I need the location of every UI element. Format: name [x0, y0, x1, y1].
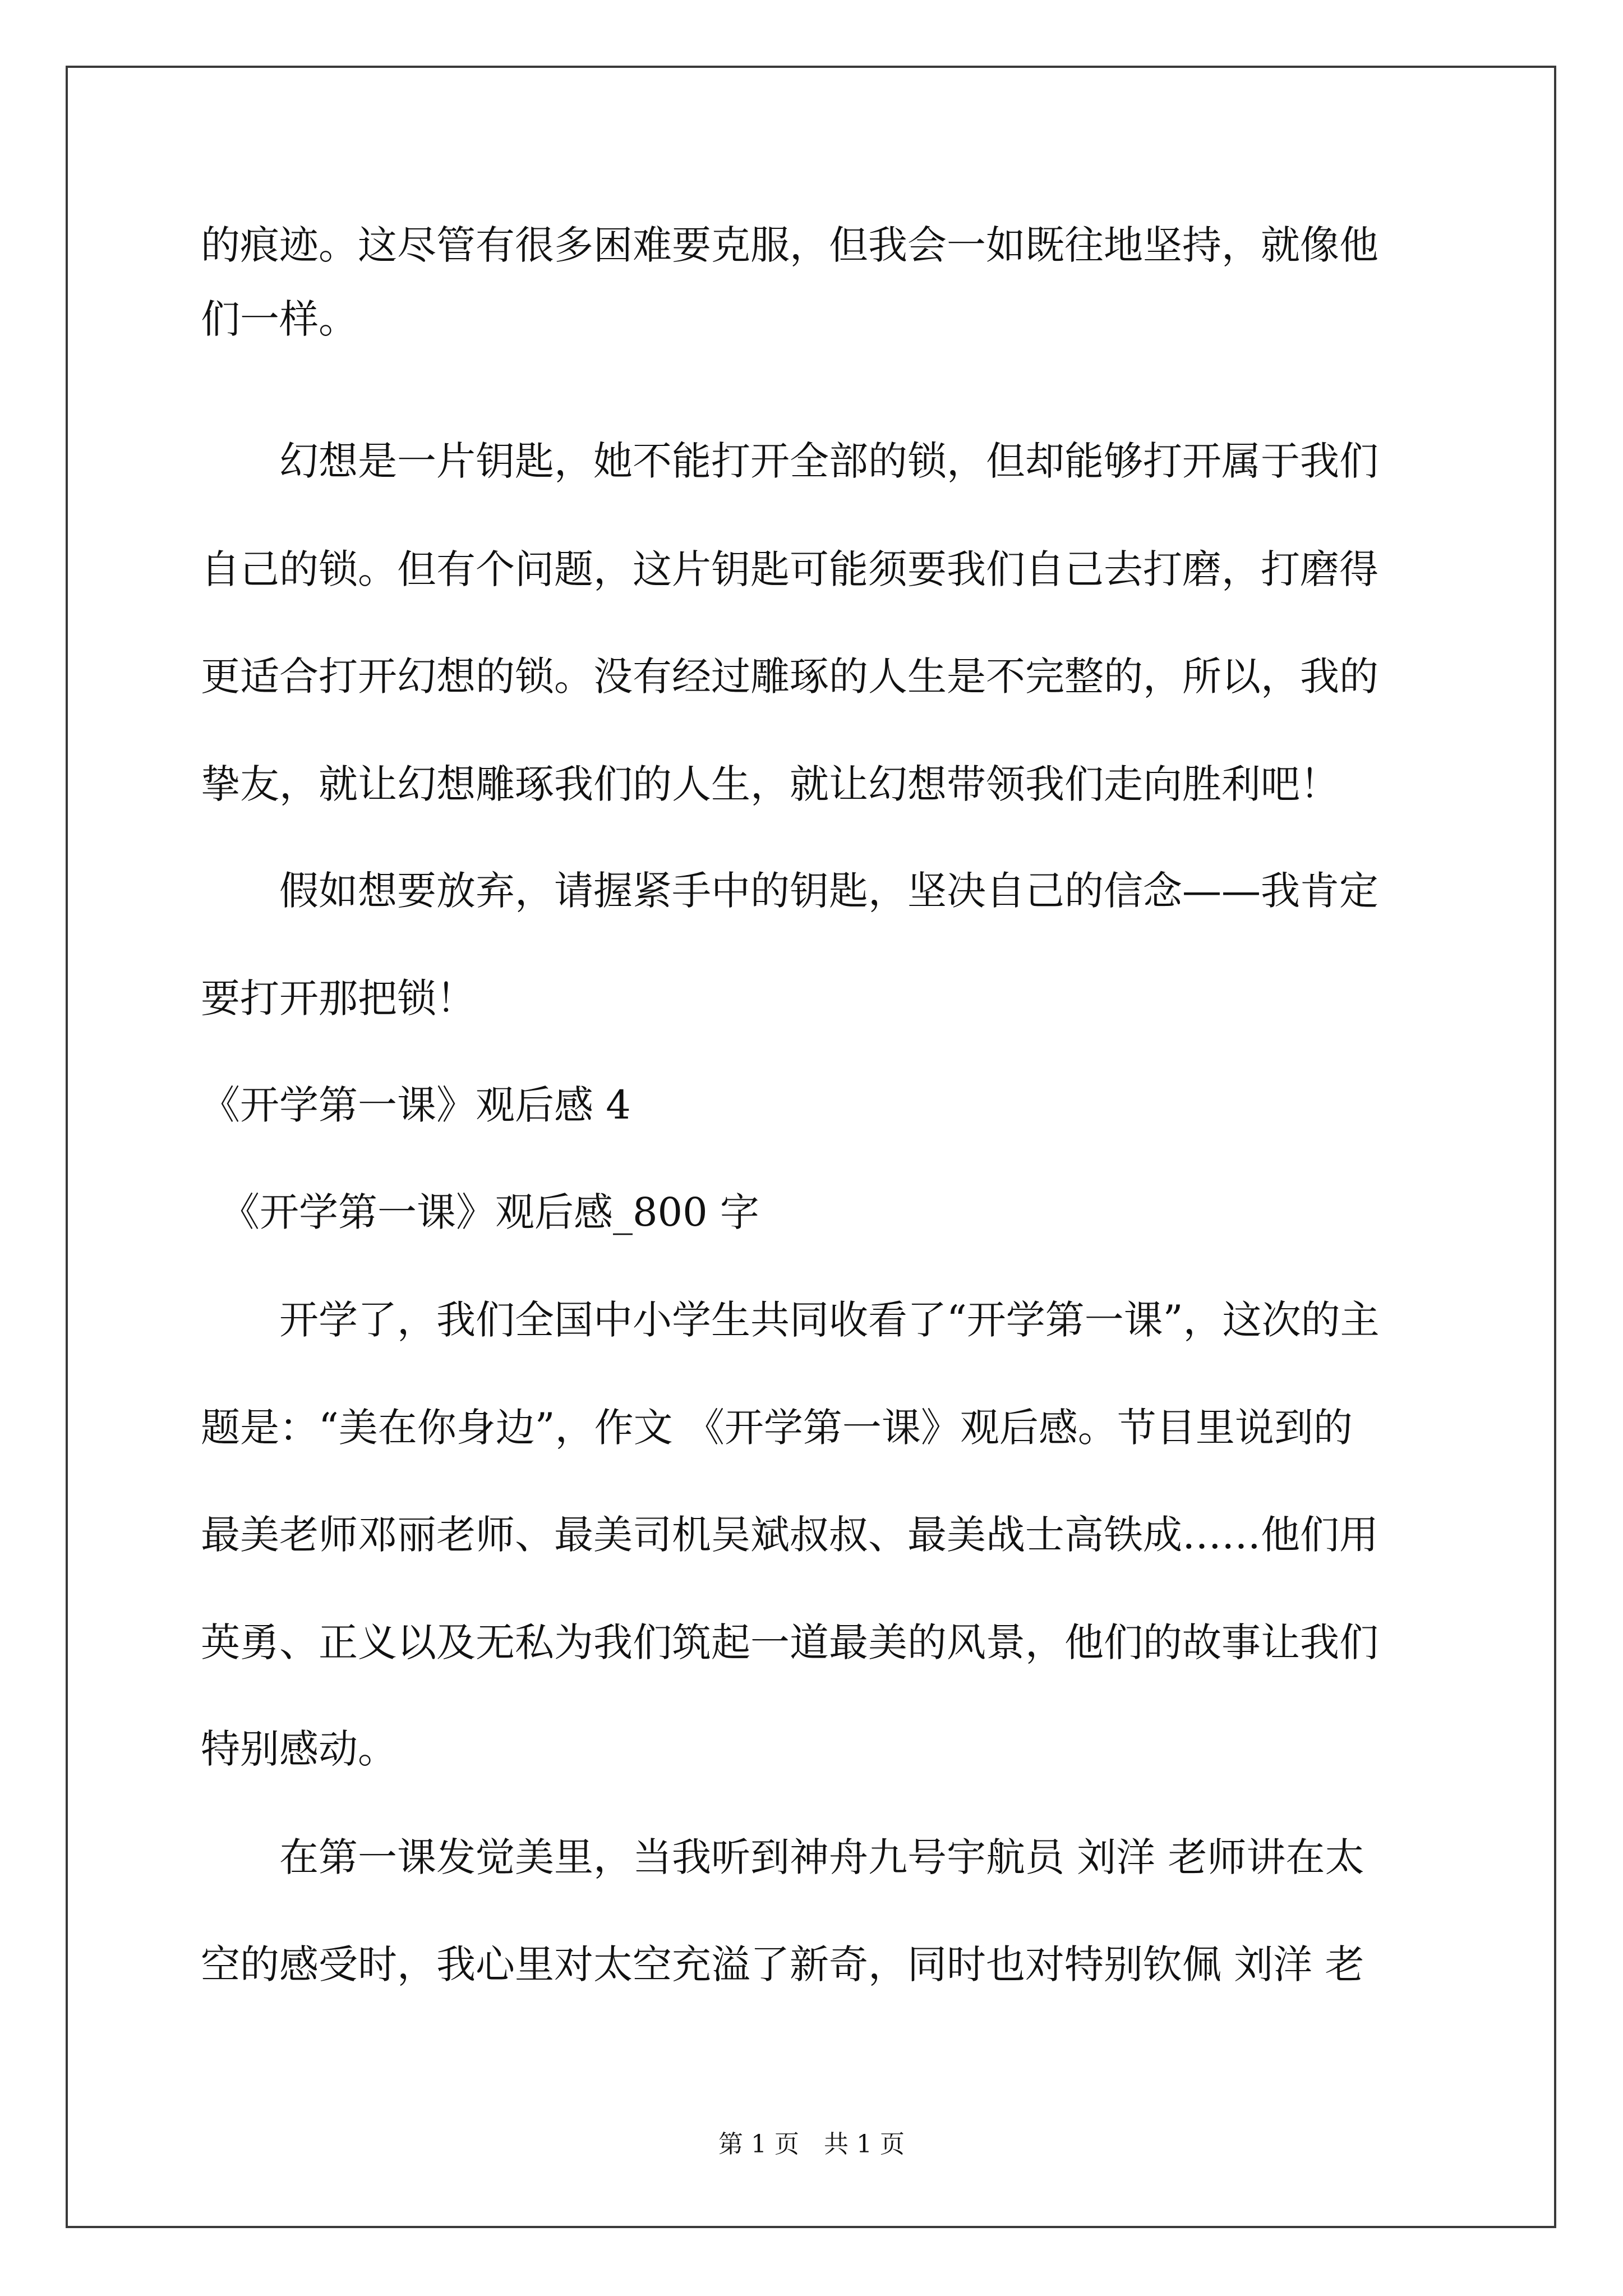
- text-line: 要打开那把锁！: [201, 976, 476, 1022]
- text-line: 开学了，我们全国中小学生共同收看了“开学第一课”，这次的主: [201, 1297, 1380, 1343]
- text-line: 幻想是一片钥匙，她不能打开全部的锁，但却能够打开属于我们: [201, 438, 1378, 484]
- text-line: 更适合打开幻想的锁。没有经过雕琢的人生是不完整的，所以，我的: [201, 654, 1378, 700]
- section-subheading: 《开学第一课》观后感_800 字: [201, 1189, 759, 1235]
- page-border: [66, 66, 1556, 2228]
- text-line: 最美老师邓丽老师、最美司机吴斌叔叔、最美战士高铁成……他们用: [201, 1512, 1378, 1558]
- text-line: 英勇、正义以及无私为我们筑起一道最美的风景，他们的故事让我们: [201, 1619, 1378, 1665]
- text-line: 假如想要放弃，请握紧手中的钥匙，坚决自己的信念——我肯定: [201, 868, 1378, 914]
- text-line: 的痕迹。这尽管有很多困难要克服，但我会一如既往地坚持，就像他: [201, 222, 1378, 268]
- text-line: 在第一课发觉美里，当我听到神舟九号宇航员 刘洋 老师讲在太: [201, 1834, 1364, 1880]
- section-heading: 《开学第一课》观后感 4: [201, 1082, 631, 1128]
- page-footer: 第 1 页 共 1 页: [718, 2130, 905, 2159]
- text-line: 特别感动。: [201, 1726, 397, 1772]
- text-line: 挚友，就让幻想雕琢我们的人生，就让幻想带领我们走向胜利吧！: [201, 761, 1339, 807]
- text-line: 们一样。: [201, 296, 358, 342]
- text-line: 自己的锁。但有个问题，这片钥匙可能须要我们自己去打磨，打磨得: [201, 546, 1378, 592]
- text-line: 空的感受时，我心里对太空充溢了新奇，同时也对特别钦佩 刘洋 老: [201, 1941, 1364, 1987]
- text-line: 题是：“美在你身边”，作文 《开学第一课》观后感。节目里说到的: [201, 1405, 1353, 1451]
